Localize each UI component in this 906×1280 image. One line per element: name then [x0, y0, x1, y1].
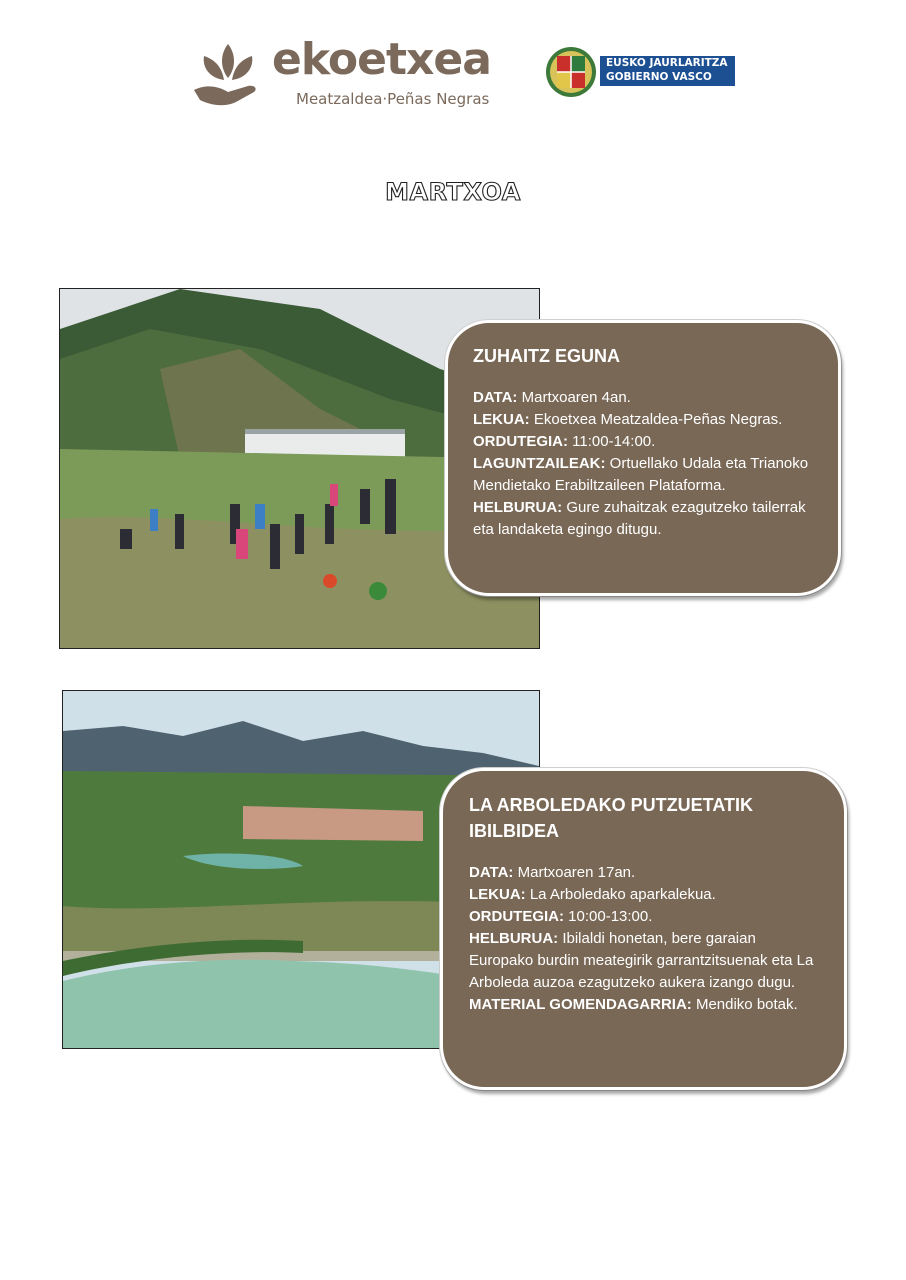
goal-label: HELBURUA:: [469, 930, 559, 947]
gov-line-spanish: GOBIERNO VASCO: [606, 71, 712, 83]
event-card-la-arboleda: [440, 768, 847, 1090]
partners-value: Ortuellako Udala eta Trianoko Mendietako Erabiltzaileen Plataforma.: [473, 455, 809, 494]
material-value: Mendiko botak.: [695, 996, 798, 1013]
event-goal: [469, 928, 824, 994]
goal-value: Ibilaldi honetan, bere garaian Europako burdin meategirik garrantzitsuenak eta La Arboleda auzoa ezagutzeko aukera izango dugu.: [469, 930, 814, 991]
place-label: LEKUA:: [473, 411, 530, 428]
date-value: Martxoaren 4an.: [521, 389, 631, 406]
time-value: 10:00-13:00.: [568, 908, 653, 925]
event-card-zuhaitz-eguna: [445, 320, 841, 596]
month-title: MARTXOA: [385, 178, 521, 206]
date-label: DATA:: [469, 864, 514, 881]
event-date: [469, 862, 824, 884]
event-title: LA ARBOLEDAKO PUTZUETATIK IBILBIDEA: [469, 795, 753, 841]
event-partners: [473, 453, 818, 497]
gov-line-basque: EUSKO JAURLARITZA: [606, 57, 728, 69]
goal-value: Gure zuhaitzak ezagutzeko tailerrak eta landaketa egingo ditugu.: [473, 499, 806, 538]
gov-name-band: [600, 56, 735, 86]
time-label: ORDUTEGIA:: [473, 433, 568, 450]
event-date: [473, 387, 818, 409]
event-goal: [473, 497, 818, 541]
material-label: MATERIAL GOMENDAGARRIA:: [469, 996, 692, 1013]
partners-label: LAGUNTZAILEAK:: [473, 455, 606, 472]
leaf-hand-icon: [192, 40, 264, 112]
event-title: ZUHAITZ EGUNA: [473, 346, 620, 366]
place-value: La Arboledako aparkalekua.: [529, 886, 716, 903]
brand-name: ekoetxea: [272, 34, 491, 85]
event-time: [469, 906, 824, 928]
time-label: ORDUTEGIA:: [469, 908, 564, 925]
event-time: [473, 431, 818, 453]
goal-label: HELBURUA:: [473, 499, 563, 516]
coat-of-arms-icon: [545, 44, 597, 100]
place-label: LEKUA:: [469, 886, 526, 903]
event-material: [469, 994, 824, 1016]
date-value: Martxoaren 17an.: [517, 864, 636, 881]
date-label: DATA:: [473, 389, 518, 406]
ekoetxea-logo: [192, 34, 512, 116]
event-place: [473, 409, 818, 431]
time-value: 11:00-14:00.: [572, 433, 656, 450]
place-value: Ekoetxea Meatzaldea-Peñas Negras.: [533, 411, 783, 428]
brand-subtitle: Meatzaldea·Peñas Negras: [296, 90, 490, 108]
event-place: [469, 884, 824, 906]
gobierno-vasco-logo: [545, 44, 740, 100]
